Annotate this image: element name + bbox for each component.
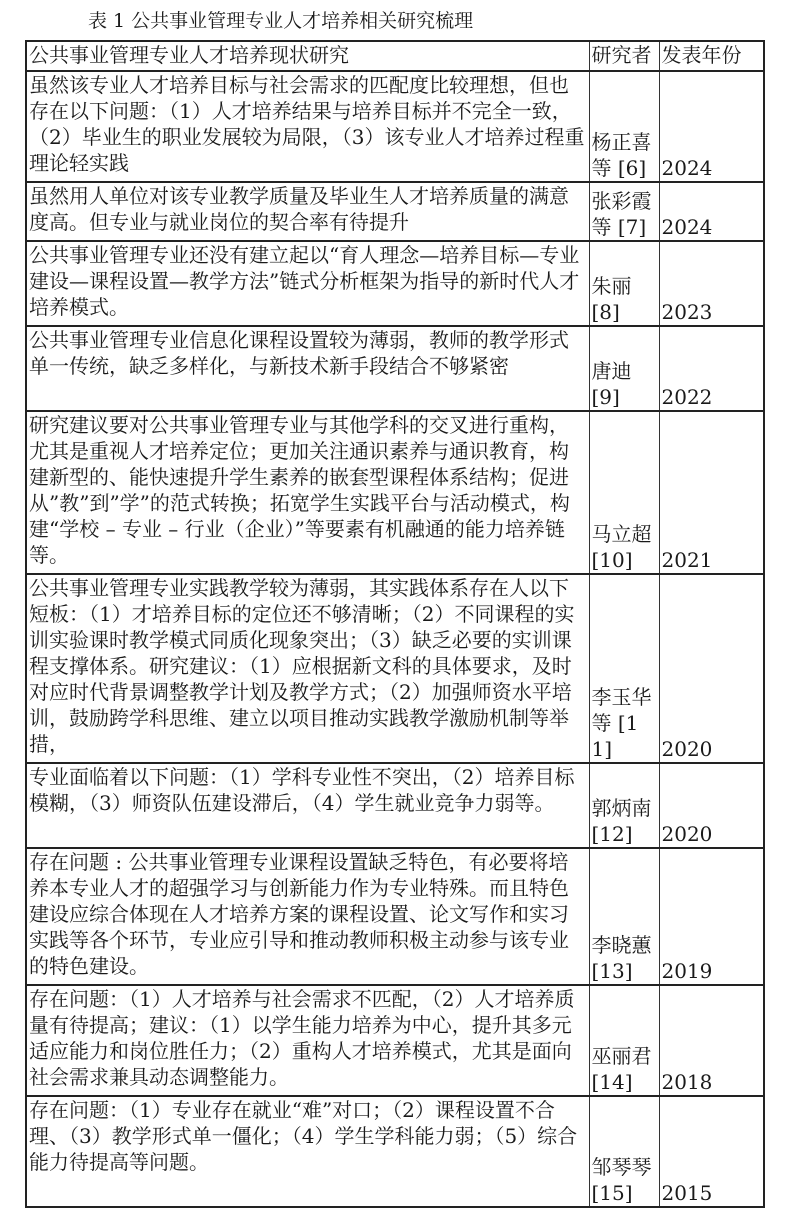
- row-content: 研究建议要对公共事业管理专业与其他学科的交叉进行重构，尤其是重视人才培养定位；更加关注通识素养与通识教育，构建新型的、能快速提升学生素养的嵌套型课程体系结构；促进从”教”到”学”的范式转换；拓宽学生实践平台与活动模式，构建“学校 – 专业 – 行业（企业）”等要素有机融通的能力培养链等。: [26, 411, 589, 574]
- row-author: 郭炳南 [12]: [589, 763, 659, 848]
- row-author: 杨正喜等 [6]: [589, 71, 659, 182]
- table-row: [26, 241, 764, 326]
- row-year: 2020: [659, 574, 764, 763]
- row-content: 存在问题：（1）专业存在就业“难”对口；（2）课程设置不合理、（3）教学形式单一僵化；（4）学生学科能力弱；（5）综合能力待提高等问题。: [26, 1096, 589, 1207]
- table-row: [26, 326, 764, 411]
- row-content: 公共事业管理专业还没有建立起以“育人理念—培养目标—专业建设—课程设置—教学方法”链式分析框架为指导的新时代人才培养模式。: [26, 241, 589, 326]
- table-row: [26, 71, 764, 182]
- row-author: 朱丽 [8]: [589, 241, 659, 326]
- header-research: 公共事业管理专业人才培养现状研究: [26, 41, 589, 71]
- table-header-row: [26, 41, 764, 71]
- row-author: 李晓蕙 [13]: [589, 848, 659, 985]
- row-content: 虽然该专业人才培养目标与社会需求的匹配度比较理想，但也存在以下问题：（1）人才培养结果与培养目标并不完全一致，（2）毕业生的职业发展较为局限，（3）该专业人才培养过程重理论轻实践: [26, 71, 589, 182]
- row-content: 公共事业管理专业信息化课程设置较为薄弱，教师的教学形式单一传统，缺乏多样化，与新技术新手段结合不够紧密: [26, 326, 589, 411]
- table-caption: 表 1 公共事业管理专业人才培养相关研究梳理: [88, 10, 474, 32]
- row-author: 张彩霞等 [7]: [589, 182, 659, 241]
- row-year: 2019: [659, 848, 764, 985]
- row-author: 邹琴琴 [15]: [589, 1096, 659, 1207]
- row-year: 2021: [659, 411, 764, 574]
- table-row: [26, 848, 764, 985]
- row-author: 唐迪 [9]: [589, 326, 659, 411]
- header-researcher: 研究者: [589, 41, 659, 71]
- row-content: 专业面临着以下问题：（1）学科专业性不突出，（2）培养目标模糊，（3）师资队伍建设滞后，（4）学生就业竞争力弱等。: [26, 763, 589, 848]
- research-table: [25, 40, 765, 1208]
- table-row: [26, 1096, 764, 1207]
- table-row: [26, 182, 764, 241]
- row-content: 存在问题：（1）人才培养与社会需求不匹配，（2）人才培养质量有待提高；建议：（1）以学生能力培养为中心，提升其多元适应能力和岗位胜任力；（2）重构人才培养模式，尤其是面向社会需求兼具动态调整能力。: [26, 985, 589, 1096]
- row-year: 2023: [659, 241, 764, 326]
- table-row: [26, 985, 764, 1096]
- row-author: 马立超 [10]: [589, 411, 659, 574]
- row-author: 巫丽君 [14]: [589, 985, 659, 1096]
- table-row: [26, 574, 764, 763]
- row-year: 2018: [659, 985, 764, 1096]
- table-row: [26, 411, 764, 574]
- header-year: 发表年份: [659, 41, 764, 71]
- row-year: 2024: [659, 71, 764, 182]
- row-year: 2015: [659, 1096, 764, 1207]
- row-content: 虽然用人单位对该专业教学质量及毕业生人才培养质量的满意度高。但专业与就业岗位的契合率有待提升: [26, 182, 589, 241]
- row-year: 2024: [659, 182, 764, 241]
- table-row: [26, 763, 764, 848]
- row-content: 公共事业管理专业实践教学较为薄弱，其实践体系存在人以下短板：（1）才培养目标的定位还不够清晰；（2）不同课程的实训实验课时教学模式同质化现象突出；（3）缺乏必要的实训课程支撑体系。研究建议：（1）应根据新文科的具体要求，及时对应时代背景调整教学计划及教学方式；（2）加强师资水平培训，鼓励跨学科思维、建立以项目推动实践教学激励机制等举措，: [26, 574, 589, 763]
- row-content: 存在问题 : 公共事业管理专业课程设置缺乏特色，有必要将培养本专业人才的超强学习与创新能力作为专业特殊。而且特色建设应综合体现在人才培养方案的课程设置、论文写作和实习实践等各个环节，专业应引导和推动教师积极主动参与该专业的特色建设。: [26, 848, 589, 985]
- row-author: 李玉华等 [11]: [589, 574, 659, 763]
- row-year: 2022: [659, 326, 764, 411]
- row-year: 2020: [659, 763, 764, 848]
